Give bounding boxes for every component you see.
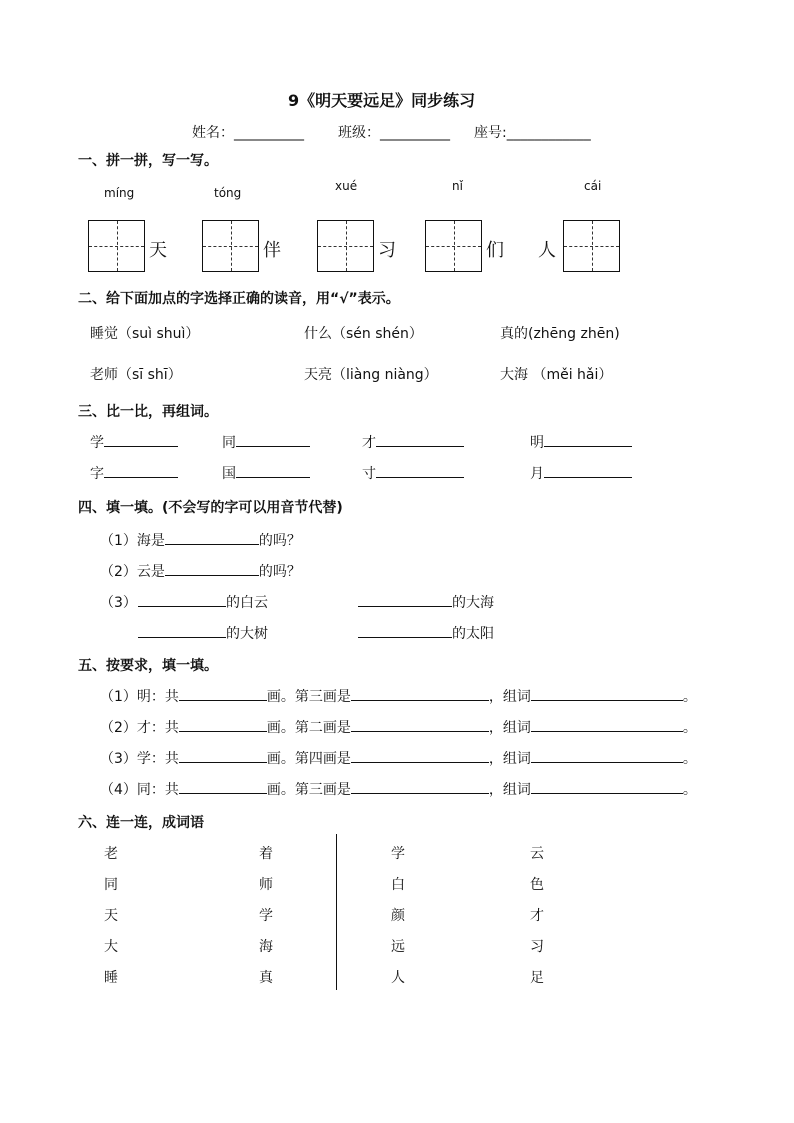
section5-heading: 五、按要求，填一填。 bbox=[78, 658, 218, 674]
section2-heading: 二、给下面加点的字选择正确的读音，用“√”表示。 bbox=[78, 291, 400, 307]
compare-char: 寸 bbox=[362, 466, 376, 482]
stroke-row-3 bbox=[100, 748, 697, 768]
match-char-right[interactable]: 着 bbox=[259, 846, 273, 862]
phrase-text: 的白云 bbox=[226, 595, 268, 611]
reading-item[interactable]: 睡觉（suì shuì） bbox=[90, 326, 200, 342]
answer-blank[interactable] bbox=[351, 748, 489, 763]
match-char-right[interactable]: 海 bbox=[259, 939, 273, 955]
char-4: 们 bbox=[486, 240, 504, 261]
match-char-left[interactable]: 同 bbox=[104, 877, 118, 893]
phrase-fill bbox=[358, 592, 494, 612]
compare-char: 国 bbox=[222, 466, 236, 482]
column-divider bbox=[336, 834, 337, 990]
section1-heading: 一、拼一拼，写一写。 bbox=[78, 153, 218, 169]
stroke-row-2 bbox=[100, 717, 697, 737]
reading-item[interactable]: 天亮（liàng niàng） bbox=[304, 367, 438, 383]
row-prefix: （2）才：共 bbox=[100, 720, 179, 736]
section6-heading: 六、连一连，成词语 bbox=[78, 815, 204, 831]
reading-item[interactable]: 真的(zhēng zhēn) bbox=[500, 326, 620, 342]
row-zuci: ，组词 bbox=[488, 782, 531, 798]
writing-box-2[interactable] bbox=[202, 220, 259, 272]
answer-blank[interactable] bbox=[531, 779, 683, 794]
answer-blank[interactable] bbox=[138, 623, 226, 638]
compare-item bbox=[530, 432, 632, 452]
row-end: 。 bbox=[682, 689, 697, 705]
reading-item[interactable]: 大海 （měi hǎi） bbox=[500, 367, 613, 383]
compare-char: 月 bbox=[530, 466, 544, 482]
row-end: 。 bbox=[682, 720, 697, 736]
pinyin-2: tóng bbox=[214, 186, 242, 200]
char-2: 伴 bbox=[263, 240, 281, 261]
char-1: 天 bbox=[149, 240, 167, 261]
compare-char: 字 bbox=[90, 466, 104, 482]
compare-char: 同 bbox=[222, 435, 236, 451]
char-3: 习 bbox=[378, 240, 396, 261]
match-char-right[interactable]: 习 bbox=[530, 939, 544, 955]
stroke-row-1 bbox=[100, 686, 697, 706]
row-middle: 画。第三画是 bbox=[266, 689, 351, 705]
phrase-text: 的大海 bbox=[452, 595, 494, 611]
fill-suffix: 的吗？ bbox=[258, 564, 301, 580]
pinyin-4: nǐ bbox=[452, 179, 463, 193]
answer-blank[interactable] bbox=[104, 432, 178, 447]
writing-box-4[interactable] bbox=[425, 220, 482, 272]
match-char-right[interactable]: 色 bbox=[530, 877, 544, 893]
section3-heading: 三、比一比，再组词。 bbox=[78, 404, 218, 420]
match-char-left[interactable]: 白 bbox=[391, 877, 405, 893]
match-char-right[interactable]: 学 bbox=[259, 908, 273, 924]
seat-field[interactable]: 座号:____________ bbox=[474, 125, 591, 141]
match-char-left[interactable]: 天 bbox=[104, 908, 118, 924]
row-prefix: （1）明：共 bbox=[100, 689, 179, 705]
match-char-right[interactable]: 才 bbox=[530, 908, 544, 924]
answer-blank[interactable] bbox=[358, 592, 452, 607]
pinyin-5: cái bbox=[584, 179, 602, 193]
compare-item bbox=[530, 463, 632, 483]
answer-blank[interactable] bbox=[351, 717, 489, 732]
fill-line-1 bbox=[100, 530, 301, 550]
answer-blank[interactable] bbox=[104, 463, 178, 478]
row-zuci: ，组词 bbox=[488, 689, 531, 705]
match-char-left[interactable]: 人 bbox=[391, 970, 405, 986]
answer-blank[interactable] bbox=[165, 530, 259, 545]
answer-blank[interactable] bbox=[544, 463, 632, 478]
match-char-right[interactable]: 足 bbox=[530, 970, 544, 986]
phrase-fill bbox=[358, 623, 494, 643]
compare-char: 明 bbox=[530, 435, 544, 451]
name-field[interactable]: 姓名：__________ bbox=[192, 125, 304, 141]
answer-blank[interactable] bbox=[236, 463, 310, 478]
row-middle: 画。第二画是 bbox=[266, 720, 351, 736]
answer-blank[interactable] bbox=[179, 748, 267, 763]
row-prefix: （4）同：共 bbox=[100, 782, 179, 798]
answer-blank[interactable] bbox=[531, 717, 683, 732]
answer-blank[interactable] bbox=[179, 686, 267, 701]
match-char-left[interactable]: 远 bbox=[391, 939, 405, 955]
answer-blank[interactable] bbox=[376, 432, 464, 447]
answer-blank[interactable] bbox=[165, 561, 259, 576]
fill-number-3: （3） bbox=[100, 595, 137, 611]
match-char-right[interactable]: 云 bbox=[530, 846, 544, 862]
row-end: 。 bbox=[682, 751, 697, 767]
answer-blank[interactable] bbox=[179, 779, 267, 794]
row-middle: 画。第三画是 bbox=[266, 782, 351, 798]
phrase-text: 的太阳 bbox=[452, 626, 494, 642]
row-end: 。 bbox=[682, 782, 697, 798]
answer-blank[interactable] bbox=[351, 779, 489, 794]
match-char-left[interactable]: 睡 bbox=[104, 970, 118, 986]
answer-blank[interactable] bbox=[531, 748, 683, 763]
section4-heading: 四、填一填。(不会写的字可以用音节代替) bbox=[78, 500, 343, 516]
compare-item bbox=[362, 432, 464, 452]
answer-blank[interactable] bbox=[138, 592, 226, 607]
page-title: 9《明天要远足》同步练习 bbox=[288, 91, 476, 110]
compare-char: 才 bbox=[362, 435, 376, 451]
answer-blank[interactable] bbox=[179, 717, 267, 732]
fill-line-2 bbox=[100, 561, 301, 581]
match-char-right[interactable]: 真 bbox=[259, 970, 273, 986]
match-char-left[interactable]: 学 bbox=[391, 846, 405, 862]
match-char-right[interactable]: 师 bbox=[259, 877, 273, 893]
match-char-left[interactable]: 老 bbox=[104, 846, 118, 862]
class-field[interactable]: 班级：__________ bbox=[338, 125, 450, 141]
compare-char: 学 bbox=[90, 435, 104, 451]
answer-blank[interactable] bbox=[531, 686, 683, 701]
row-middle: 画。第四画是 bbox=[266, 751, 351, 767]
reading-item[interactable]: 什么（sén shén） bbox=[304, 326, 423, 342]
fill-prefix: （2）云是 bbox=[100, 564, 165, 580]
answer-blank[interactable] bbox=[236, 432, 310, 447]
compare-item bbox=[222, 432, 310, 452]
writing-box-5[interactable] bbox=[563, 220, 620, 272]
pinyin-3: xué bbox=[335, 179, 358, 193]
row-zuci: ，组词 bbox=[488, 720, 531, 736]
writing-box-1[interactable] bbox=[88, 220, 145, 272]
phrase-fill bbox=[138, 592, 268, 612]
fill-prefix: （1）海是 bbox=[100, 533, 165, 549]
match-char-left[interactable]: 颜 bbox=[391, 908, 405, 924]
compare-item bbox=[90, 432, 178, 452]
answer-blank[interactable] bbox=[351, 686, 489, 701]
stroke-row-4 bbox=[100, 779, 697, 799]
match-char-left[interactable]: 大 bbox=[104, 939, 118, 955]
fill-suffix: 的吗？ bbox=[258, 533, 301, 549]
char-5: 人 bbox=[538, 240, 556, 261]
answer-blank[interactable] bbox=[544, 432, 632, 447]
row-zuci: ，组词 bbox=[488, 751, 531, 767]
compare-item bbox=[222, 463, 310, 483]
reading-item[interactable]: 老师（sī shī） bbox=[90, 367, 182, 383]
compare-item bbox=[362, 463, 464, 483]
compare-item bbox=[90, 463, 178, 483]
pinyin-1: míng bbox=[104, 186, 135, 200]
row-prefix: （3）学：共 bbox=[100, 751, 179, 767]
answer-blank[interactable] bbox=[376, 463, 464, 478]
phrase-text: 的大树 bbox=[226, 626, 268, 642]
answer-blank[interactable] bbox=[358, 623, 452, 638]
writing-box-3[interactable] bbox=[317, 220, 374, 272]
phrase-fill bbox=[138, 623, 268, 643]
